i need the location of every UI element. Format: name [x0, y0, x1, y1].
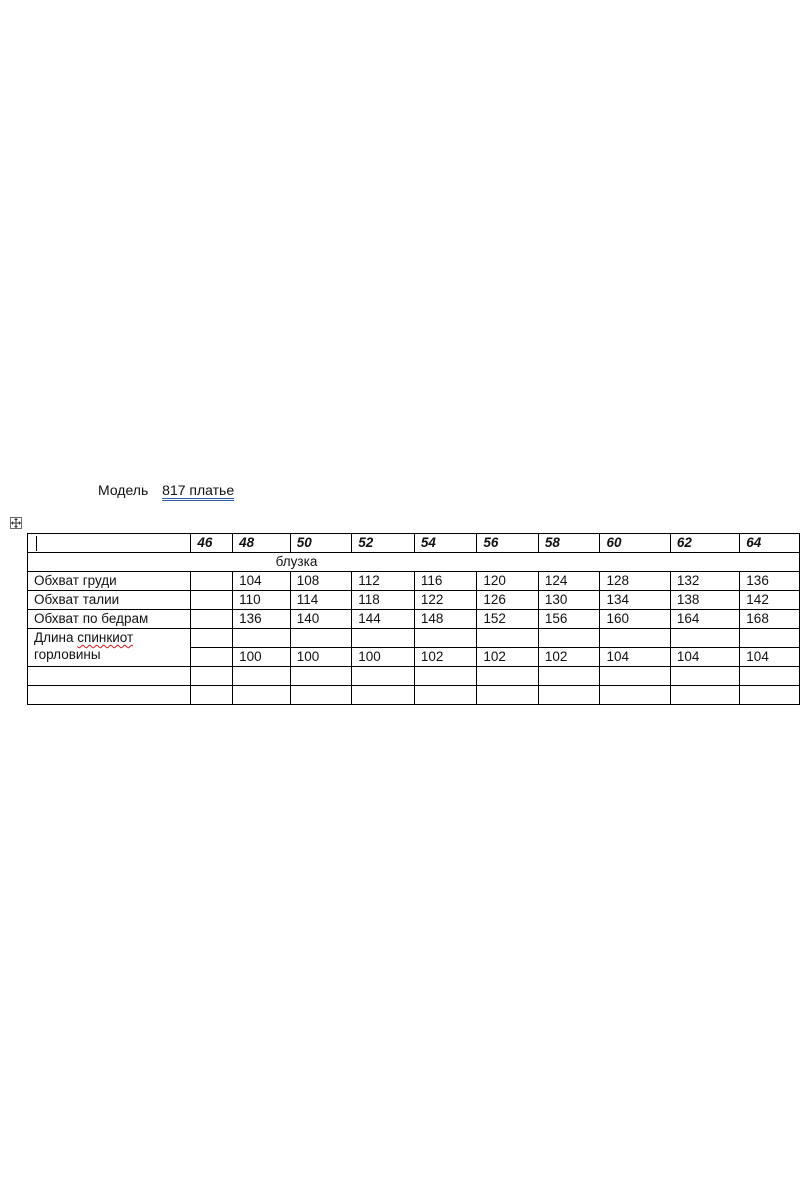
header-size-cell[interactable]: 58 [538, 534, 600, 553]
empty-cell[interactable] [740, 667, 800, 686]
table-row [28, 667, 800, 686]
value-cell[interactable] [352, 629, 415, 648]
empty-cell[interactable] [290, 667, 352, 686]
empty-cell[interactable] [600, 667, 670, 686]
value-cell[interactable] [670, 629, 739, 648]
value-cell[interactable]: 124 [538, 572, 600, 591]
empty-cell[interactable] [290, 686, 352, 705]
move-cross-icon[interactable] [10, 517, 22, 529]
empty-cell[interactable] [477, 686, 539, 705]
value-cell[interactable] [191, 610, 233, 629]
value-cell[interactable]: 134 [600, 591, 670, 610]
value-cell[interactable]: 104 [233, 572, 291, 591]
empty-cell[interactable] [538, 686, 600, 705]
size-table [27, 533, 800, 705]
header-size-cell[interactable]: 52 [352, 534, 415, 553]
value-cell[interactable]: 160 [600, 610, 670, 629]
value-cell[interactable]: 114 [290, 591, 352, 610]
empty-cell[interactable] [191, 686, 233, 705]
value-cell[interactable]: 102 [538, 648, 600, 667]
value-cell[interactable]: 104 [600, 648, 670, 667]
value-cell[interactable]: 108 [290, 572, 352, 591]
header-size-cell[interactable]: 60 [600, 534, 670, 553]
row-label[interactable]: Обхват по бедрам [28, 610, 191, 629]
model-label: Модель [98, 482, 149, 498]
value-cell[interactable]: 142 [740, 591, 800, 610]
value-cell[interactable]: 156 [538, 610, 600, 629]
value-cell[interactable]: 164 [670, 610, 739, 629]
empty-cell[interactable] [538, 667, 600, 686]
value-cell[interactable] [600, 629, 670, 648]
value-cell[interactable] [740, 629, 800, 648]
model-line [98, 480, 234, 500]
value-cell[interactable]: 104 [740, 648, 800, 667]
value-cell[interactable] [191, 572, 233, 591]
value-cell[interactable] [538, 629, 600, 648]
header-size-cell[interactable]: 48 [233, 534, 291, 553]
value-cell[interactable] [477, 629, 539, 648]
value-cell[interactable]: 152 [477, 610, 539, 629]
empty-cell[interactable] [352, 667, 415, 686]
empty-cell[interactable] [740, 686, 800, 705]
header-size-cell[interactable]: 46 [191, 534, 233, 553]
value-cell[interactable]: 148 [414, 610, 477, 629]
text-cursor [36, 536, 37, 551]
value-cell[interactable]: 132 [670, 572, 739, 591]
header-size-cell[interactable]: 54 [414, 534, 477, 553]
header-row [28, 534, 800, 553]
length-label [34, 629, 190, 663]
header-size-cell[interactable]: 64 [740, 534, 800, 553]
empty-cell[interactable] [352, 686, 415, 705]
length-label-prefix: Длина [34, 630, 78, 645]
empty-cell[interactable] [414, 667, 477, 686]
value-cell[interactable]: 168 [740, 610, 800, 629]
value-cell[interactable]: 122 [414, 591, 477, 610]
table-row [28, 572, 800, 591]
empty-cell[interactable] [28, 686, 191, 705]
section-label-cell[interactable] [28, 553, 800, 572]
section-label: блузка [275, 554, 318, 569]
value-cell[interactable]: 102 [414, 648, 477, 667]
row-label[interactable]: Обхват талии [28, 591, 191, 610]
header-size-cell[interactable]: 62 [670, 534, 739, 553]
header-size-cell[interactable]: 50 [290, 534, 352, 553]
value-cell[interactable]: 112 [352, 572, 415, 591]
empty-cell[interactable] [600, 686, 670, 705]
value-cell[interactable]: 138 [670, 591, 739, 610]
row-label[interactable]: Обхват груди [28, 572, 191, 591]
value-cell[interactable]: 136 [233, 610, 291, 629]
empty-cell[interactable] [477, 667, 539, 686]
value-cell[interactable]: 118 [352, 591, 415, 610]
empty-cell[interactable] [670, 686, 739, 705]
empty-cell[interactable] [28, 667, 191, 686]
value-cell[interactable]: 144 [352, 610, 415, 629]
value-cell[interactable] [233, 629, 291, 648]
table-row [28, 610, 800, 629]
value-cell[interactable]: 100 [233, 648, 291, 667]
value-cell[interactable]: 136 [740, 572, 800, 591]
value-cell[interactable]: 102 [477, 648, 539, 667]
model-value: 817 платье [162, 482, 235, 498]
length-label-word: спинкиот [77, 630, 134, 645]
header-corner-cell[interactable] [28, 534, 191, 553]
value-cell[interactable] [191, 648, 233, 667]
length-label-line2: горловины [34, 647, 101, 662]
value-cell[interactable]: 126 [477, 591, 539, 610]
table-row [28, 629, 800, 648]
value-cell[interactable]: 140 [290, 610, 352, 629]
value-cell[interactable] [191, 591, 233, 610]
table-row [28, 591, 800, 610]
value-cell[interactable]: 128 [600, 572, 670, 591]
value-cell[interactable]: 116 [414, 572, 477, 591]
empty-cell[interactable] [191, 667, 233, 686]
header-size-cell[interactable]: 56 [477, 534, 539, 553]
value-cell[interactable] [290, 629, 352, 648]
value-cell[interactable] [191, 629, 233, 648]
value-cell[interactable]: 100 [290, 648, 352, 667]
empty-cell[interactable] [414, 686, 477, 705]
empty-cell[interactable] [233, 686, 291, 705]
value-cell[interactable]: 100 [352, 648, 415, 667]
value-cell[interactable]: 110 [233, 591, 291, 610]
value-cell[interactable]: 104 [670, 648, 739, 667]
table-row [28, 686, 800, 705]
empty-cell[interactable] [670, 667, 739, 686]
value-cell[interactable]: 130 [538, 591, 600, 610]
section-row [28, 553, 800, 572]
row-label-length[interactable] [28, 629, 191, 667]
value-cell[interactable]: 120 [477, 572, 539, 591]
empty-cell[interactable] [233, 667, 291, 686]
value-cell[interactable] [414, 629, 477, 648]
